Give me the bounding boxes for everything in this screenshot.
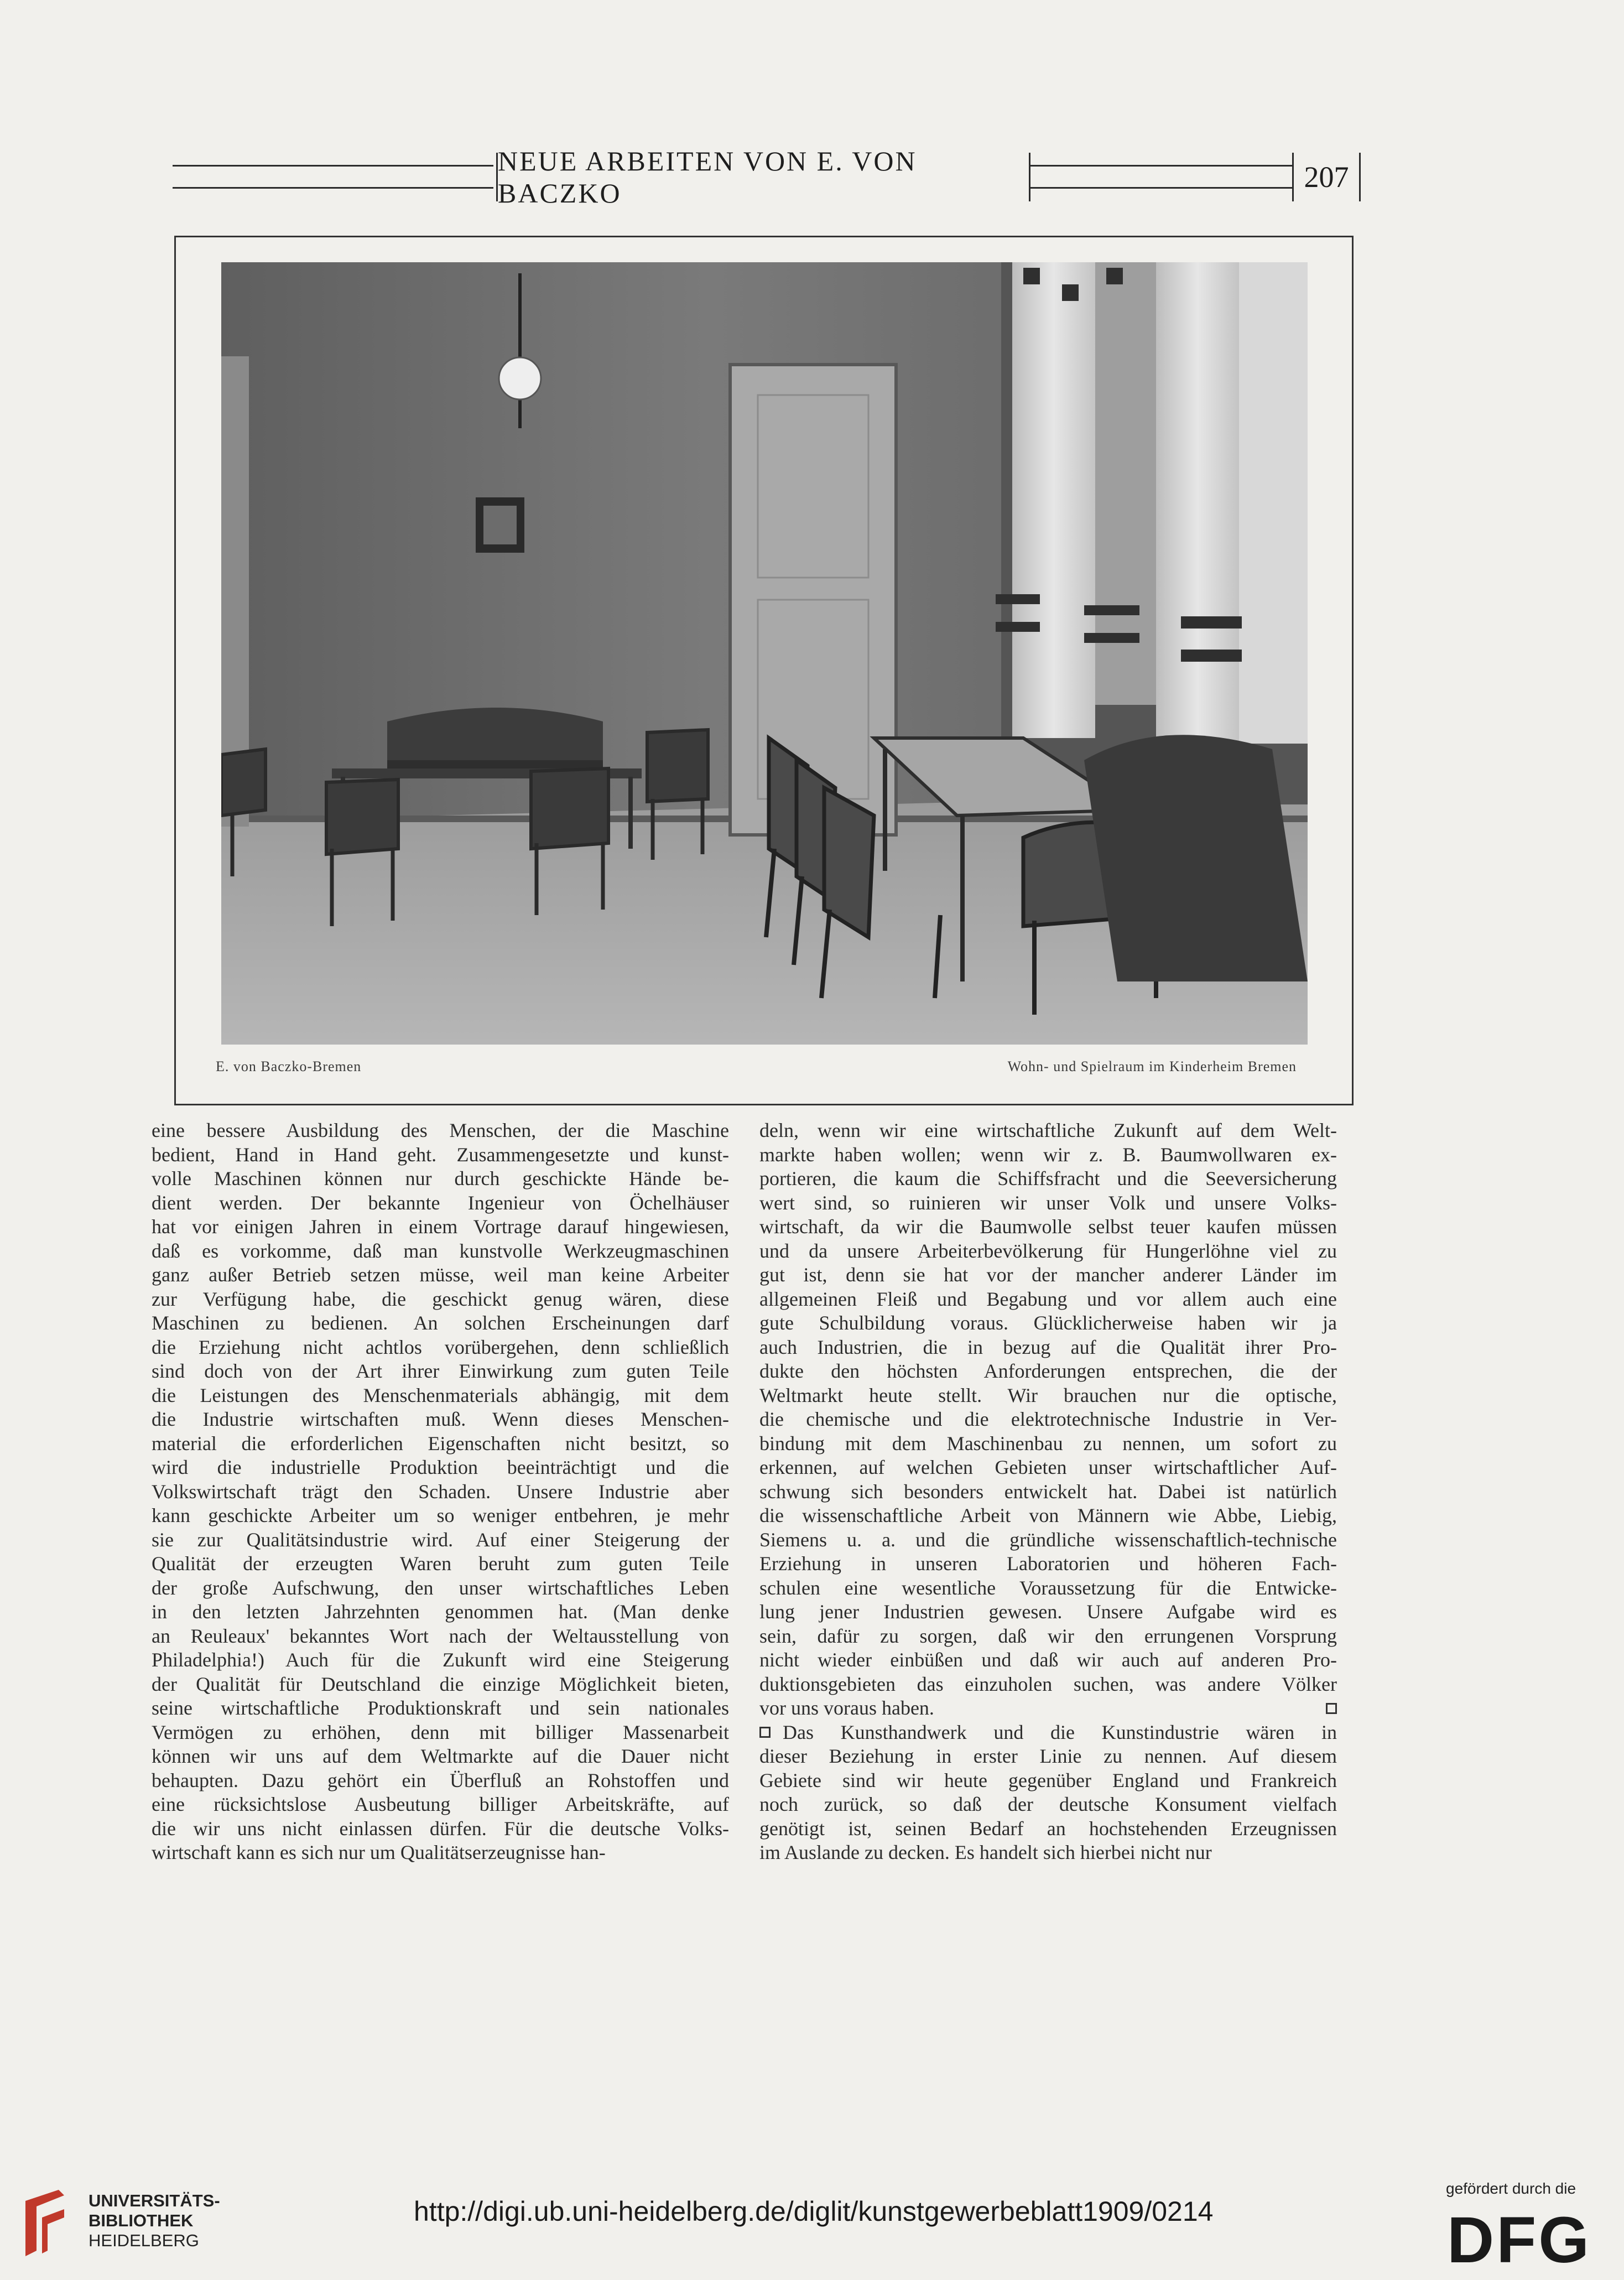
text-line: dieser Beziehung in erster Linie zu nennen. Auf diesem <box>759 1745 1337 1767</box>
interior-photograph <box>221 262 1308 1045</box>
text-line: vor uns voraus haben. <box>759 1697 934 1719</box>
text-line: zur Verfügung habe, die geschickt genug wären, diese <box>152 1287 729 1310</box>
text-line: duktionsgebieten das einzuholen suchen, was andere Völker <box>759 1673 1337 1695</box>
text-line: wirtschaft, da wir die Baumwolle selbst teuer kaufen müssen <box>759 1216 1337 1238</box>
running-header <box>173 146 1361 209</box>
text-line: die wissenschaftliche Arbeit von Männern wie Abbe, Liebig, <box>759 1504 1337 1526</box>
text-line: daß es vorkomme, daß man kunstvolle Werkzeugmaschinen <box>152 1239 729 1262</box>
sponsor-label: gefördert durch die <box>1446 2180 1576 2197</box>
header-rule <box>173 187 493 189</box>
text-line: der große Aufschwung, den unser wirtschaftliches Leben <box>152 1576 729 1599</box>
text-line: dient werden. Der bekannte Ingenieur von Öchelhäuser <box>152 1191 729 1214</box>
text-line: markte haben wollen; wenn wir z. B. Baumwollwaren ex- <box>759 1143 1337 1166</box>
dfg-logo: DFG <box>1447 2204 1592 2277</box>
text-line: eine rücksichtslose Ausbeutung billiger Arbeitskräfte, auf <box>152 1793 729 1815</box>
institution-name <box>89 2191 220 2251</box>
paragraph-end-line <box>759 1696 1337 1721</box>
header-rule <box>173 165 493 167</box>
text-line: Qualität der erzeugten Waren beruht zum guten Teile <box>152 1552 729 1575</box>
text-line: schulen eine wesentliche Voraussetzung für die Entwicke- <box>759 1576 1337 1599</box>
text-line: die Erziehung nicht achtlos vorübergehen, denn schließlich <box>152 1336 729 1358</box>
text-line: an Reuleaux' bekanntes Wort nach der Weltausstellung von <box>152 1624 729 1647</box>
text-line: in den letzten Jahrzehnten genommen hat. (Man denke <box>152 1601 729 1623</box>
institution-line: UNIVERSITÄTS- <box>89 2191 220 2210</box>
text-line: der Qualität für Deutschland die einzige Möglichkeit bieten, <box>152 1673 729 1695</box>
institution-line: HEIDELBERG <box>89 2231 199 2250</box>
text-line-content: Das Kunsthandwerk und die Kunstindustrie wären in <box>783 1721 1337 1743</box>
text-line: gute Schulbildung voraus. Glücklicherweise haben wir ja <box>759 1312 1337 1334</box>
text-line: Gebiete sind wir heute gegenüber England und Frankreich <box>759 1769 1337 1791</box>
text-line: eine bessere Ausbildung des Menschen, der die Maschine <box>152 1119 729 1141</box>
text-line: sein, dafür zu sorgen, daß wir den errungenen Vorsprung <box>759 1624 1337 1647</box>
text-line: schwung sich besonders entwickelt hat. Dabei ist natürlich <box>759 1480 1337 1503</box>
text-line: sind doch von der Art ihrer Einwirkung zum guten Teile <box>152 1360 729 1382</box>
university-library-logo-icon <box>20 2184 70 2262</box>
header-rule <box>1030 165 1292 167</box>
text-line: deln, wenn wir eine wirtschaftliche Zukunft auf dem Welt- <box>759 1119 1337 1141</box>
text-line: die Industrie wirtschaften muß. Wenn dieses Menschen- <box>152 1408 729 1430</box>
text-line: material die erforderlichen Eigenschaften nicht besitzt, so <box>152 1432 729 1455</box>
text-line: hat vor einigen Jahren in einem Vortrage darauf hingewiesen, <box>152 1216 729 1238</box>
text-line: gut ist, denn sie hat vor der mancher anderer Länder im <box>759 1264 1337 1286</box>
text-line: im Auslande zu decken. Es handelt sich hierbei nicht nur <box>759 1841 1212 1863</box>
page-number: 207 <box>1292 153 1361 201</box>
text-line: genötigt ist, seinen Bedarf an hochstehenden Erzeugnissen <box>759 1817 1337 1840</box>
paragraph-start-mark-icon <box>759 1727 771 1738</box>
text-line: Vermögen zu erhöhen, denn mit billiger Massenarbeit <box>152 1721 729 1743</box>
text-line: Siemens u. a. und die gründliche wissenschaftlich-technische <box>759 1528 1337 1551</box>
paragraph-end-mark-icon <box>1326 1703 1337 1714</box>
text-line: bindung mit dem Maschinenbau zu nennen, um sofort zu <box>759 1432 1337 1455</box>
text-line: noch zurück, so daß der deutsche Konsument vielfach <box>759 1793 1337 1815</box>
figure-caption-title: Wohn- und Spielraum im Kinderheim Bremen <box>1007 1058 1297 1074</box>
text-line: kann geschickte Arbeiter um so weniger entbehren, je mehr <box>152 1504 729 1526</box>
text-line: behaupten. Dazu gehört ein Überfluß an Rohstoffen und <box>152 1769 729 1791</box>
text-line: bedient, Hand in Hand geht. Zusammengesetzte und kunst- <box>152 1143 729 1166</box>
text-line: die Leistungen des Menschenmaterials abhängig, mit dem <box>152 1384 729 1406</box>
text-line: wert sind, so ruinieren wir unser Volk und unsere Volks- <box>759 1191 1337 1214</box>
text-line: ganz außer Betrieb setzen müsse, weil man keine Arbeiter <box>152 1264 729 1286</box>
text-line: auch Industrien, die in bezug auf die Qualität ihrer Pro- <box>759 1336 1337 1358</box>
text-line: wirtschaft kann es sich nur um Qualitätserzeugnisse han- <box>152 1841 606 1863</box>
source-url-link[interactable]: http://digi.ub.uni-heidelberg.de/diglit/kunstgewerbeblatt1909/0214 <box>414 2196 1214 2227</box>
text-line: die chemische und die elektrotechnische Industrie in Ver- <box>759 1408 1337 1430</box>
text-line: Erziehung in unseren Laboratorien und höheren Fach- <box>759 1552 1337 1575</box>
text-line: können wir uns auf dem Weltmarkte auf die Dauer nicht <box>152 1745 729 1767</box>
text-line <box>759 1721 1337 1745</box>
text-column-left <box>152 1119 729 1865</box>
header-rule <box>1030 187 1292 189</box>
text-line: allgemeinen Fleiß und Begabung und vor allem auch eine <box>759 1287 1337 1310</box>
institution-line: BIBLIOTHEK <box>89 2211 194 2230</box>
header-title: NEUE ARBEITEN VON E. VON BACZKO <box>496 153 1030 201</box>
text-line: lung jener Industrien gewesen. Unsere Aufgabe wird es <box>759 1601 1337 1623</box>
text-line: Volkswirtschaft trägt den Schaden. Unsere Industrie aber <box>152 1480 729 1503</box>
text-line: portieren, die kaum die Schiffsfracht und die Seeversicherung <box>759 1167 1337 1190</box>
text-line: Philadelphia!) Auch für die Zukunft wird eine Steigerung <box>152 1649 729 1671</box>
text-line: seine wirtschaftliche Produktionskraft und sein nationales <box>152 1697 729 1719</box>
text-line: dukte den höchsten Anforderungen entsprechen, die der <box>759 1360 1337 1382</box>
text-line: und da unsere Arbeiterbevölkerung für Hungerlöhne viel zu <box>759 1239 1337 1262</box>
text-line: Weltmarkt heute stellt. Wir brauchen nur die optische, <box>759 1384 1337 1406</box>
text-line: erkennen, auf welchen Gebieten unser wirtschaftlicher Auf- <box>759 1456 1337 1478</box>
text-line: die wir uns nicht einlassen dürfen. Für die deutsche Volks- <box>152 1817 729 1840</box>
figure-caption-artist: E. von Baczko-Bremen <box>216 1058 362 1074</box>
text-line: sie zur Qualitätsindustrie wird. Auf einer Steigerung der <box>152 1528 729 1551</box>
text-line: nicht wieder einbüßen und daß wir auch auf anderen Pro- <box>759 1649 1337 1671</box>
text-line: volle Maschinen können nur durch geschickte Hände be- <box>152 1167 729 1190</box>
text-line: wird die industrielle Produktion beeinträchtigt und die <box>152 1456 729 1478</box>
text-column-right <box>759 1119 1337 1865</box>
text-line: Maschinen zu bedienen. An solchen Erscheinungen darf <box>152 1312 729 1334</box>
